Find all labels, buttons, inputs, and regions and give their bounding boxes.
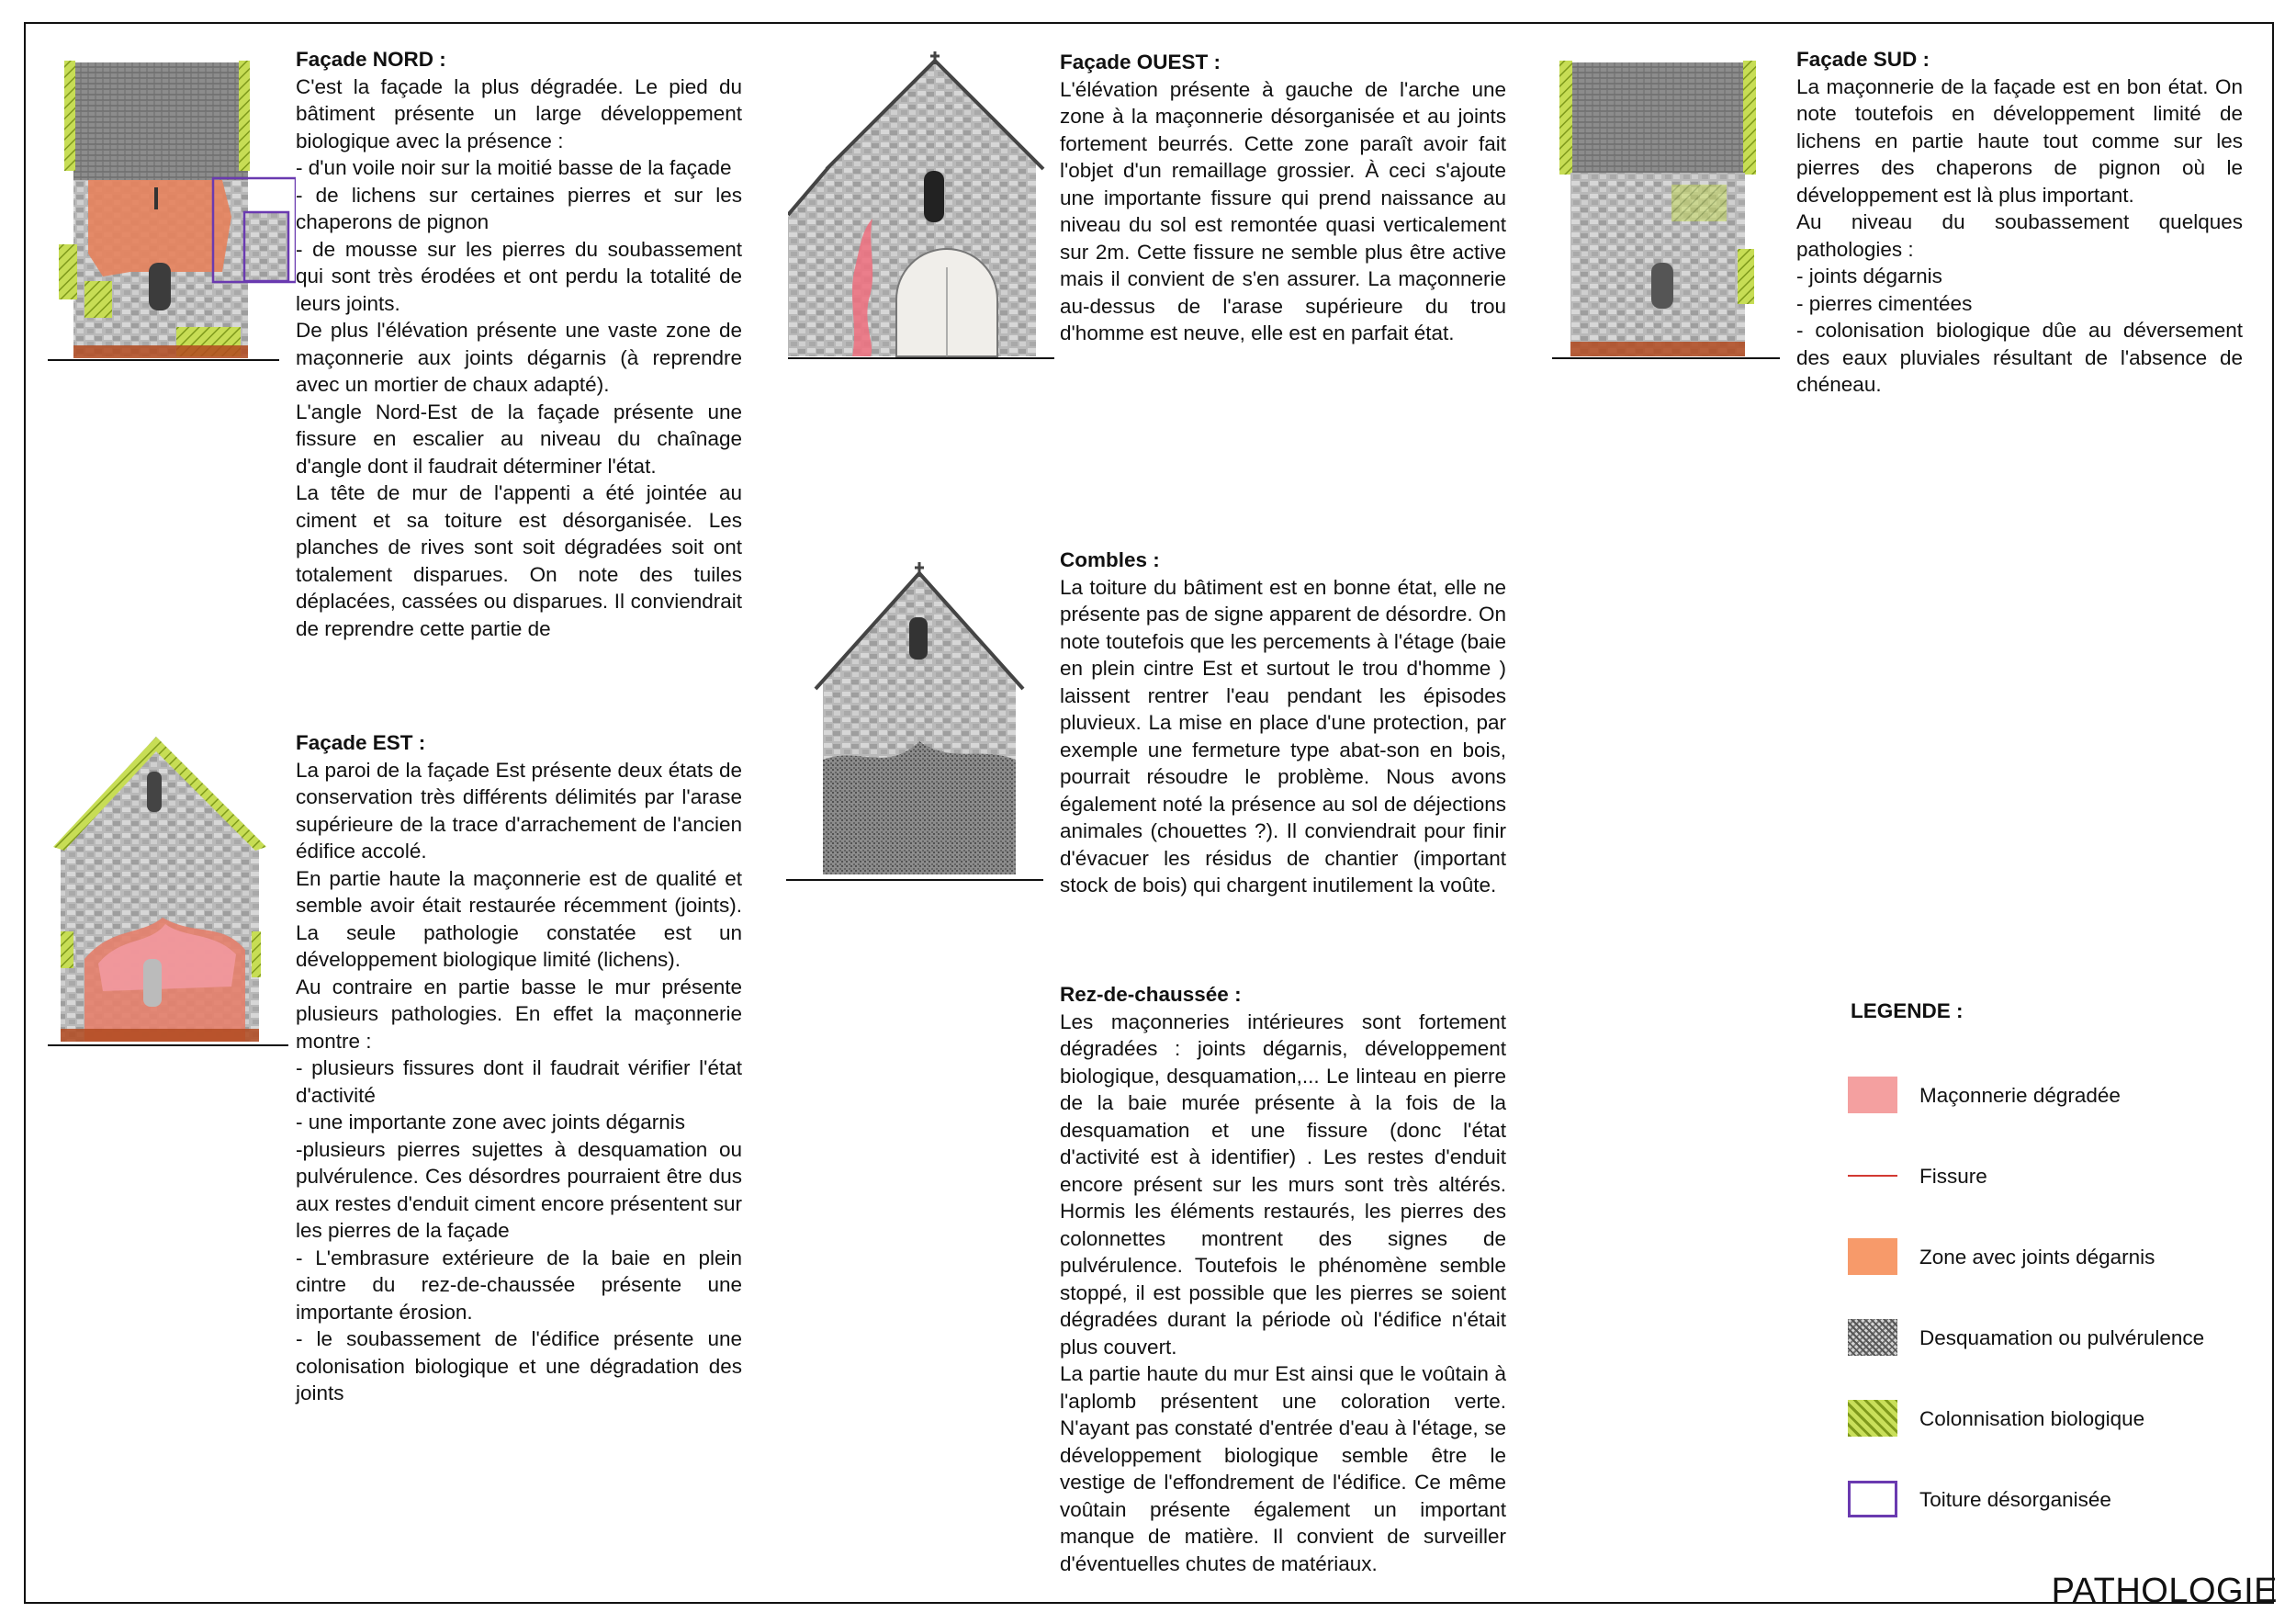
section-facade-sud [1796,46,2243,399]
facade-nord-drawing [48,51,296,364]
paragraph: -plusieurs pierres sujettes à desquamation ou pulvérulence. Ces désordres pourraient être dus aux restes d'enduit ciment encore présentent sur les pierres de la façade [296,1137,742,1242]
legend-swatch [1848,1319,1897,1356]
section-combles [1060,547,1506,899]
legend-item-colonisation [1848,1400,2252,1437]
paragraph: - L'embrasure extérieure de la baie en plein cintre du rez-de-chaussée présente une importante érosion. [296,1246,742,1324]
combles-drawing [786,562,1052,884]
facade-est-drawing [48,729,296,1051]
paragraph: La maçonnerie de la façade est en bon état. On note toutefois en développement limité de lichens en partie haute tout comme sur les pierres des chaperons de pignon où le développement est là plus important. [1796,74,2243,207]
legend-swatch [1848,1238,1897,1275]
legend-label: Colonnisation biologique [1919,1407,2145,1430]
paragraph: - une importante zone avec joints dégarnis [296,1111,685,1133]
legend-label: Fissure [1919,1165,1987,1188]
paragraph: En partie haute la maçonnerie est de qualité et semble avoir était restaurée récemment (joints). La seule pathologie constatée est un développement biologique limité (lichens). [296,866,742,971]
legend-item-desquamation [1848,1319,2252,1356]
paragraph: Les maçonneries intérieures sont fortement dégradées : joints dégarnis, développement biologique, desquamation,... Le linteau en pierre de la baie murée présente à la fois de la desquamation et une fissure (donc l'état d'activité est à identifier) . Les restes d'enduit encore présent sur les murs sont très altérés. Hormis les éléments restaurés, les pierres des colonnettes montrent des signes de pulvérulence. Toutefois le phénomène semble stoppé, il est possible que les pierres se soient dégradées durant la période où l'édifice n'était plus couvert. [1060,1009,1506,1359]
page-title: PATHOLOGIE [2051,1572,2278,1610]
section-facade-nord [296,46,742,671]
paragraph: - pierres cimentées [1796,291,1973,315]
legend-swatch [1848,1175,1897,1177]
legend-title: LEGENDE : [1851,999,1964,1022]
paragraph: - de lichens sur certaines pierres et sur les chaperons de pignon [296,183,742,233]
paragraph: La tête de mur de l'appenti a été jointée au ciment et sa toiture est désorganisée. Les planches de rives sont soit dégradées soit ont totalement disparues. On note des tuiles déplacées, cassées ou disparues. Il conviendrait de reprendre cette partie de [296,481,742,640]
paragraph: - plusieurs fissures dont il faudrait vérifier l'état d'activité [296,1056,742,1107]
legend-swatch [1848,1481,1897,1517]
section-title: Façade OUEST : [1060,51,1221,73]
paragraph: C'est la façade la plus dégradée. Le pied du bâtiment présente un large développement biologique avec la présence : [296,74,742,152]
legend-label: Zone avec joints dégarnis [1919,1246,2155,1269]
paragraph: L'angle Nord-Est de la façade présente une fissure en escalier au niveau du chaînage d'angle dont il faudrait déterminer l'état. [296,400,742,478]
paragraph: - joints dégarnis [1796,265,1942,288]
legend-label: Desquamation ou pulvérulence [1919,1326,2205,1349]
paragraph: La partie haute du mur Est ainsi que le voûtain à l'aplomb présentent une coloration verte. N'ayant pas constaté d'entrée d'eau à l'étage, se développement biologique semble être le vestige de l'effondrement de l'édifice. Ce même voûtain présente également un important manque de matière. Il convient de surveiller d'éventuelles chutes de matériaux. [1060,1362,1506,1575]
paragraph: - d'un voile noir sur la moitié basse de la façade [296,156,732,179]
facade-sud-drawing [1552,51,1791,364]
legend-item-toiture [1848,1481,2252,1517]
paragraph: - colonisation biologique dûe au déversement des eaux pluviales résultant de l'absence de chéneau. [1796,319,2243,396]
section-facade-est [296,729,742,1407]
section-title: Rez-de-chaussée : [1060,983,1242,1006]
legend-swatch [1848,1077,1897,1113]
section-title: Combles : [1060,548,1160,571]
paragraph: Au niveau du soubassement quelques pathologies : [1796,210,2243,261]
paragraph: Au contraire en partie basse le mur présente plusieurs pathologies. En effet la maçonnerie montre : [296,975,742,1053]
paragraph: De plus l'élévation présente une vaste zone de maçonnerie aux joints dégarnis (à reprendre avec un mortier de chaux adapté). [296,319,742,396]
section-title: Façade SUD : [1796,48,1930,71]
paragraph: - le soubassement de l'édifice présente une colonisation biologique et une dégradation des joints [296,1327,742,1404]
section-facade-ouest [1060,49,1506,347]
section-title: Façade EST : [296,731,426,754]
paragraph: La toiture du bâtiment est en bonne état, elle ne présente pas de signe apparent de désordre. On note toutefois que les percements à l'étage (baie en plein cintre Est et surtout le trou d'homme ) laissent rentrer l'eau pendant les épisodes pluvieux. La mise en place d'une protection, par exemple une fermeture type abat-son en bois, pourrait résoudre le problème. Nous avons également noté la présence au sol de déjections animales (chouettes ?). Il conviendrait pour finir d'évacuer les résidus de chantier (important stock de bois) qui chargent inutilement la voûte. [1060,575,1506,897]
legend-label: Toiture désorganisée [1919,1488,2111,1511]
section-title: Façade NORD : [296,48,446,71]
paragraph: L'élévation présente à gauche de l'arche une zone à la maçonnerie désorganisée et au joints fortement beurrés. Cette zone paraît avoir fait l'objet d'un remaillage grossier. À ceci s'ajoute une importante fissure qui prend naissance au niveau du sol est remontée quasi verticalement sur 2m. Cette fissure ne semble plus être active mais il convient de s'en assurer. La maçonnerie au-dessus de l'arase supérieure du trou d'homme est neuve, elle est en parfait état. [1060,77,1506,344]
paragraph: - de mousse sur les pierres du soubassement qui sont très érodées et ont perdu la totalité de leurs joints. [296,237,742,315]
legend-item-joints-degarnis [1848,1238,2252,1275]
legend-item-fissure [1848,1157,2252,1194]
legend-swatch [1848,1400,1897,1437]
legend-label: Maçonnerie dégradée [1919,1084,2121,1107]
facade-ouest-drawing [788,51,1054,364]
paragraph: La paroi de la façade Est présente deux états de conservation très différents délimités par l'arase supérieure de la trace d'arrachement de l'ancien édifice accolé. [296,758,742,863]
legend-item-maconnerie-degradee [1848,1077,2252,1113]
section-rez-de-chaussee [1060,981,1506,1577]
